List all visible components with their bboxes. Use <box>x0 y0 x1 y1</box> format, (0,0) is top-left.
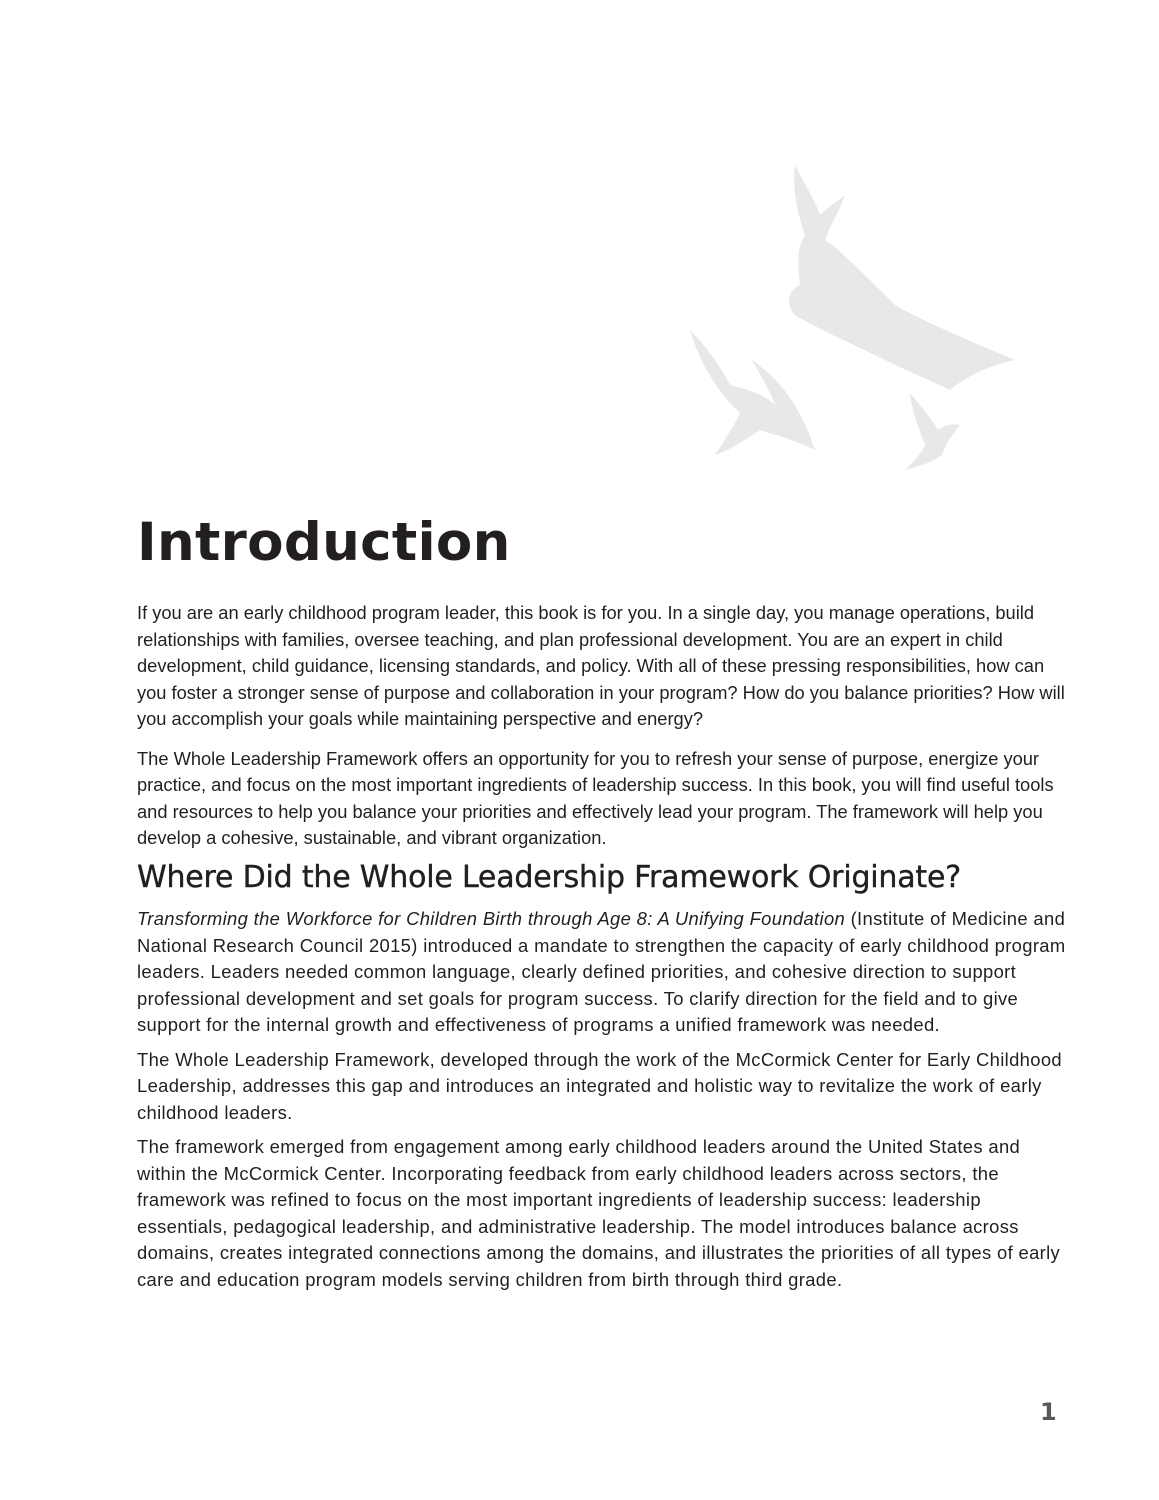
section-paragraph <box>137 906 1072 1039</box>
page-number: 1 <box>1040 1398 1057 1426</box>
section-heading: Where Did the Whole Leadership Framework Originate? <box>137 860 961 895</box>
page-heading: Introduction <box>137 512 511 573</box>
birds-illustration <box>680 155 1030 485</box>
intro-paragraph: The Whole Leadership Framework offers an opportunity for you to refresh your sense of purpose, energize your practice, and focus on the most important ingredients of leadership success. In this book, you will find useful tools and resources to help you balance your priorities and effectively lead your program. The framework will help you develop a cohesive, sustainable, and vibrant organization. <box>137 747 1054 848</box>
book-title: Transforming the Workforce for Children Birth through Age 8: A Unifying Foundation <box>137 908 846 929</box>
large-bird-icon <box>789 165 1015 390</box>
section-paragraph: The Whole Leadership Framework, developed through the work of the McCormick Center for Early Childhood Leadership, addresses this gap and introduces an integrated and holistic way to revitalize the work of early childhood leaders. <box>137 1048 1062 1123</box>
small-bird-right-icon <box>905 393 960 470</box>
intro-paragraph: If you are an early childhood program leader, this book is for you. In a single day, you manage operations, build relationships with families, oversee teaching, and plan professional development. You are an expert in child development, child guidance, licensing standards, and policy. With all of these pressing responsibilities, how can you foster a stronger sense of purpose and collaboration in your program? How do you balance priorities? How will you accomplish your goals while maintaining perspective and energy? <box>137 602 1065 729</box>
section-paragraph: The framework emerged from engagement among early childhood leaders around the United States and within the McCormick Center. Incorporating feedback from early childhood leaders across sectors, the framework was refined to focus on the most important ingredients of leadership success: leadership essentials, pedagogical leadership, and administrative leadership. The model introduces balance across domains, creates integrated connections among the domains, and illustrates the priorities of all types of early care and education program models serving children from birth through third grade. <box>137 1136 1061 1290</box>
paragraph-text: (Institute of Medicine and National Research Council 2015) introduced a mandate to strengthen the capacity of early childhood program leaders. Leaders needed common language, clearly defined priorities, and cohesive direction to support professional development and set goals for program success. To clarify direction for the field and to give support for the internal growth and effectiveness of programs a unified framework was needed. <box>137 908 1066 1035</box>
section-text <box>137 906 1072 1301</box>
small-bird-left-icon <box>690 330 815 455</box>
intro-text <box>137 600 1067 865</box>
